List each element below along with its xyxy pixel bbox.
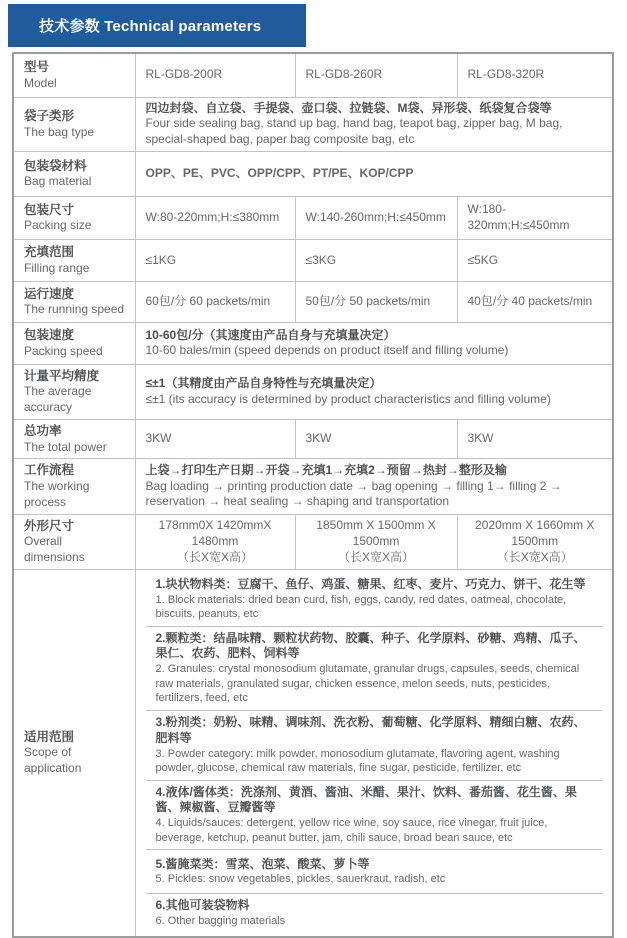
scope-item-6-en: 6. Other bagging materials: [155, 915, 286, 928]
scope-item-1-cn: 1.块状物料类：豆腐干、鱼仔、鸡蛋、糖果、红枣、麦片、巧克力、饼干、花生等: [155, 576, 586, 591]
scope-item-3-cn: 3.粉剂类：奶粉、味精、调味剂、洗衣粉、葡萄糖、化学原料、精细白糖、农药、肥料等: [155, 714, 586, 745]
packing-speed-label: [13, 322, 135, 364]
running-speed-label-cn: 运行速度: [24, 286, 75, 301]
dimensions-label-en: Overall dimensions: [24, 534, 85, 564]
accuracy-value: [135, 364, 613, 419]
row-dimensions: [13, 514, 613, 569]
total-power-label-en: The total power: [24, 439, 107, 454]
packing-size-value-2: W:140-260mm;H:≤450mm: [295, 196, 457, 239]
dimensions-size-3: 2020mm X 1660mm X 1500mm: [475, 517, 595, 548]
running-speed-value-3: 40包/分 40 packets/min: [457, 281, 613, 322]
dimensions-unit-1: （长X宽X高）: [176, 549, 253, 564]
scope-item-4-en: 4. Liquids/sauces: detergent, yellow rice wine, soy sauce, rice vinegar, fruit juice, beverage, ketchup, peanut butter, jam, chili sauce, broad bean sauce, etc: [155, 817, 548, 844]
running-speed-value-1: 60包/分 60 packets/min: [135, 281, 295, 322]
row-model: [13, 53, 613, 97]
running-speed-value-2: 50包/分 50 packets/min: [295, 281, 457, 322]
total-power-label: [13, 420, 135, 459]
row-working-process: [13, 459, 613, 514]
row-packing-speed: [13, 322, 613, 364]
bag-material-value: OPP、PE、PVC、OPP/CPP、PT/PE、KOP/CPP: [135, 151, 613, 196]
dimensions-size-2: 1850mm X 1500mm X 1500mm: [316, 517, 436, 548]
row-bag-type: [13, 97, 613, 151]
model-value-2: RL-GD8-260R: [295, 53, 457, 97]
packing-size-label-en: Packing size: [24, 218, 92, 233]
page-root: [0, 4, 627, 928]
scope-item-4-cn: 4.液体/酱体类：洗涤剂、黄酒、酱油、米醋、果汁、饮料、番茄酱、花生酱、果酱、辣椒酱、豆瓣酱等: [155, 784, 577, 815]
scope-item-5-cn: 5.酱腌菜类：雪菜、泡菜、酸菜、萝卜等: [155, 856, 370, 871]
filling-range-label-cn: 充填范围: [24, 245, 75, 260]
packing-speed-label-en: Packing speed: [24, 343, 103, 358]
accuracy-label-en: The average accuracy: [24, 384, 92, 415]
row-filling-range: [13, 239, 613, 281]
total-power-label-cn: 总功率: [24, 424, 62, 439]
row-running-speed: [13, 281, 613, 322]
scope-label-en: Scope of application: [24, 745, 82, 775]
packing-size-label-cn: 包装尺寸: [24, 202, 75, 217]
scope-item-4: [146, 780, 603, 850]
accuracy-label: [13, 364, 135, 419]
packing-speed-en: 10-60 bales/min (speed depends on product itself and filling volume): [145, 343, 509, 358]
filling-range-label-en: Filling range: [24, 260, 90, 275]
bag-material-label: [13, 151, 135, 196]
working-process-label-cn: 工作流程: [24, 463, 75, 478]
bag-material-label-en: Bag material: [24, 174, 92, 189]
running-speed-label-en: The running speed: [24, 302, 125, 317]
dimensions-value-3: [457, 514, 613, 569]
scope-item-3: [146, 710, 603, 780]
row-packing-size: [13, 196, 613, 239]
accuracy-label-cn: 计量平均精度: [24, 368, 100, 383]
total-power-value-3: 3KW: [457, 420, 613, 459]
scope-item-3-en: 3. Powder category: milk powder, monosodium glutamate, flavoring agent, washing powder, glucose, chemical raw materials, fine sugar, pesticide, fertilizer, etc: [155, 747, 560, 775]
packing-speed-cn: 10-60包/分（其速度由产品自身与充填量决定）: [145, 327, 396, 342]
scope-item-5: [146, 849, 603, 893]
total-power-value-1: 3KW: [135, 420, 295, 459]
scope-item-6: [146, 893, 603, 932]
dimensions-label-cn: 外形尺寸: [24, 518, 75, 533]
scope-item-2-cn: 2.颗粒类：结晶味精、颗粒状药物、胶囊、种子、化学原料、砂糖、鸡精、瓜子、果仁、农药、肥料、饲料等: [155, 630, 586, 661]
dimensions-value-1: [135, 514, 295, 569]
dimensions-unit-3: （长X宽X高）: [496, 549, 573, 564]
scope-item-1: [146, 573, 603, 626]
scope-item-2-en: 2. Granules: crystal monosodium glutamate, granular drugs, capsules, seeds, chemical raw materials, granulated sugar, chicken essence, melon seeds, nuts, pesticides, fertilizers, feed, etc: [155, 663, 580, 705]
working-process-value: [135, 459, 613, 514]
row-bag-material: [13, 151, 613, 196]
dimensions-size-1: 178mm0X 1420mmX 1480mm: [158, 517, 272, 548]
accuracy-en: ≤±1 (its accuracy is determined by product characteristics and filling volume): [145, 392, 551, 407]
row-scope: [13, 569, 613, 936]
packing-size-value-3: W:180-320mm;H:≤450mm: [457, 196, 613, 239]
packing-speed-value: [135, 322, 613, 364]
title-banner: [8, 4, 306, 47]
model-label: [13, 53, 135, 97]
bag-type-label: [13, 97, 135, 151]
page-title: 技术参数 Technical parameters: [39, 18, 262, 35]
working-process-cn: 上袋→打印生产日期→开袋→充填1→充填2→预留→热封→整形及输: [145, 462, 507, 477]
bag-material-label-cn: 包装袋材料: [24, 158, 87, 173]
dimensions-label: [13, 514, 135, 569]
model-value-3: RL-GD8-320R: [457, 53, 613, 97]
filling-range-value-1: ≤1KG: [135, 239, 295, 281]
packing-size-value-1: W:80-220mm;H:≤380mm: [135, 196, 295, 239]
spec-table: [12, 52, 614, 938]
scope-item-2: [146, 626, 603, 710]
model-value-1: RL-GD8-200R: [135, 53, 295, 97]
accuracy-cn: ≤±1（其精度由产品自身特性与充填量决定）: [145, 376, 382, 391]
filling-range-label: [13, 239, 135, 281]
scope-label-cn: 适用范围: [24, 729, 75, 744]
dimensions-unit-2: （长X宽X高）: [337, 549, 414, 564]
total-power-value-2: 3KW: [295, 420, 457, 459]
bag-type-label-cn: 袋子类形: [24, 109, 75, 124]
filling-range-value-2: ≤3KG: [295, 239, 457, 281]
dimensions-value-2: [295, 514, 457, 569]
running-speed-label: [13, 281, 135, 322]
scope-item-1-en: 1. Block materials: dried bean curd, fish, eggs, candy, red dates, oatmeal, chocolate, biscuits, peanuts, etc: [155, 593, 567, 621]
model-label-en: Model: [24, 75, 57, 90]
row-accuracy: [13, 364, 613, 419]
working-process-label: [13, 459, 135, 514]
packing-speed-label-cn: 包装速度: [24, 328, 75, 343]
working-process-en: Bag loading → printing production date → bag opening → filling 1→ filling 2 → reservation → heat sealing → shaping and transportation: [145, 478, 562, 509]
working-process-label-en: The working process: [24, 478, 90, 509]
model-label-cn: 型号: [24, 60, 50, 75]
filling-range-value-3: ≤5KG: [457, 239, 613, 281]
scope-label: [13, 569, 135, 936]
scope-item-5-en: 5. Pickles: snow vegetables, pickles, sauerkraut, radish, etc: [155, 873, 446, 886]
bag-type-label-en: The bag type: [24, 124, 95, 139]
bag-type-value: [135, 97, 613, 151]
bag-type-en: Four side sealing bag, stand up bag, hand bag, teapot bag, zipper bag, M bag, special-shaped bag, paper bag composite bag, etc: [145, 116, 563, 147]
row-total-power: [13, 420, 613, 459]
bag-type-cn: 四边封袋、自立袋、手提袋、壶口袋、拉链袋、M袋、异形袋、纸袋复合袋等: [145, 100, 552, 115]
packing-size-label: [13, 196, 135, 239]
scope-item-6-cn: 6.其他可装袋物料: [155, 898, 250, 913]
scope-value: [135, 569, 613, 936]
